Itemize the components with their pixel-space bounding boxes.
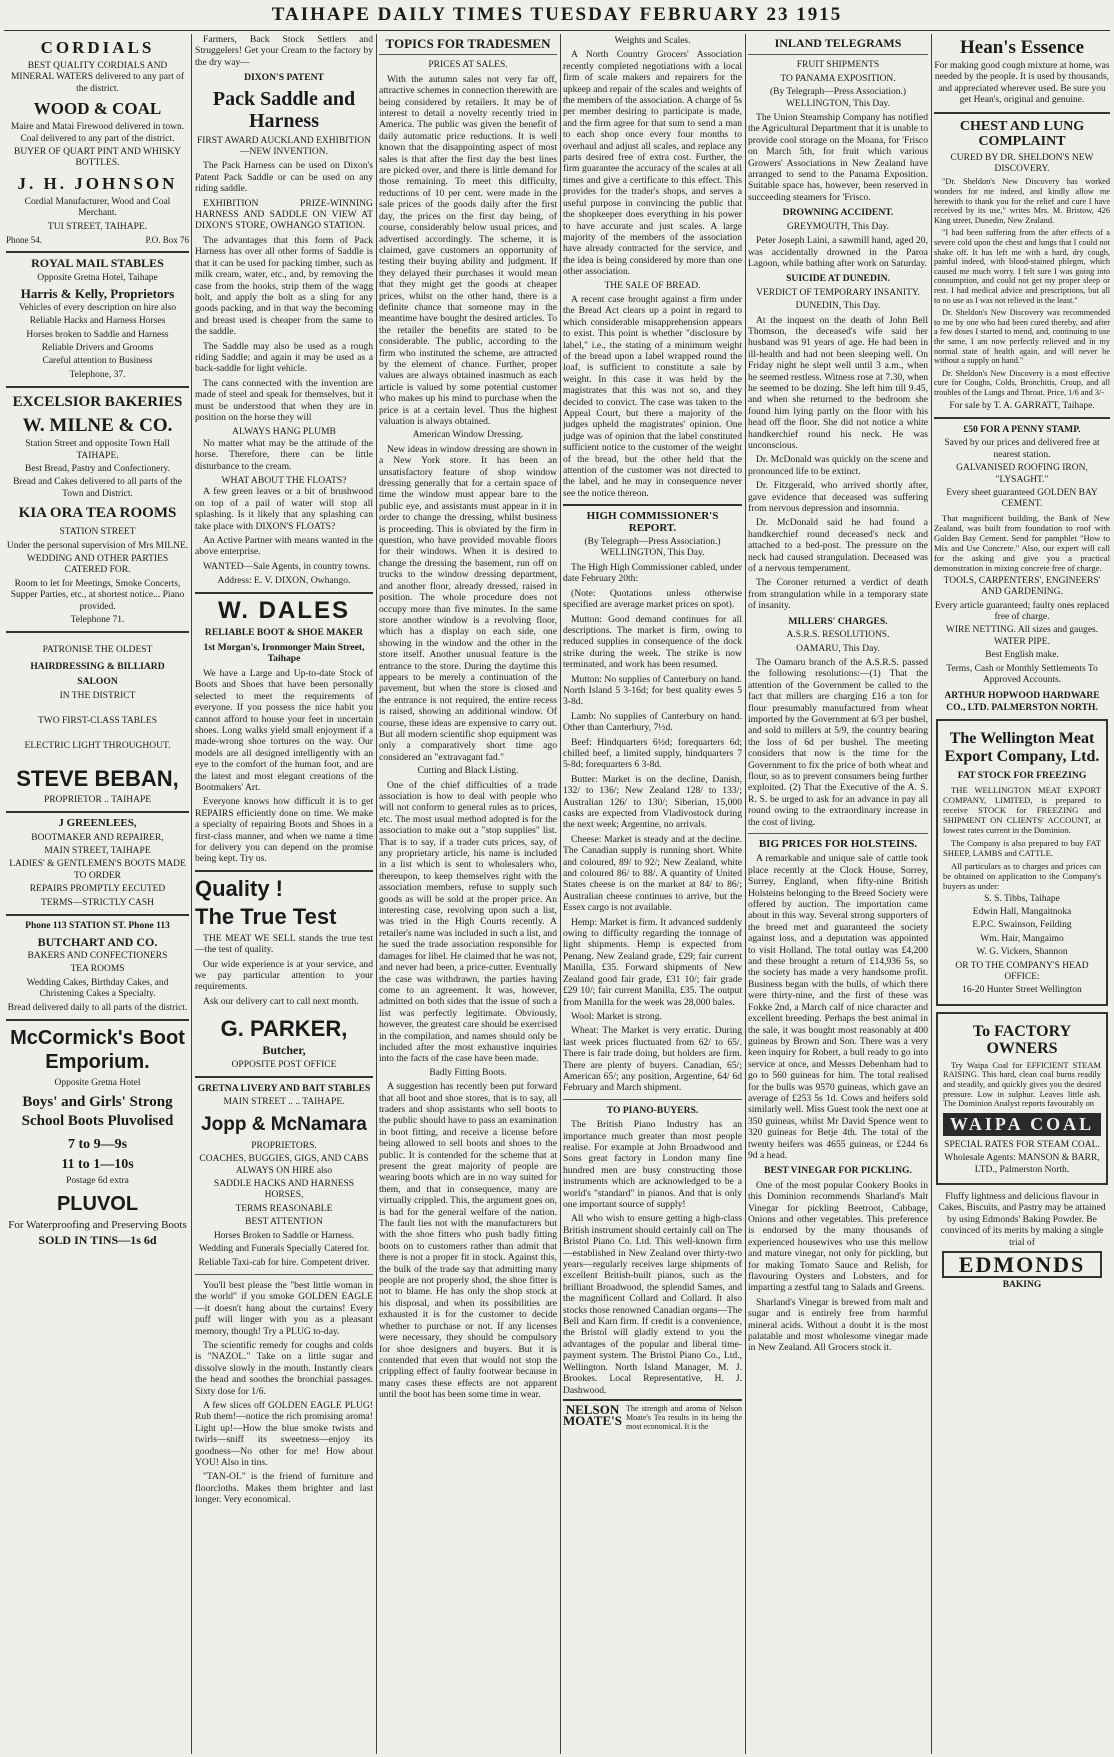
- johnson-name: J. H. JOHNSON: [17, 173, 178, 193]
- stamp-line: WIRE NETTING. All sizes and gauges. WATER PIPE.: [945, 625, 1099, 647]
- divider: [195, 870, 373, 872]
- dales-para: We have a Large and Up-to-date Stock of Boots and Shoes that have been personally selected to meet the requirements of everyone. If you possess the nice habit you cannot afford to house your feet in uncertain shoes. Long walks yield small enjoyment if a made-wrong shoe tortures on the way. Our models are all designed intelligently with an eye to the comfort of the human foot, and are the latest and most elegant creations of the Bootmakers' Art.: [195, 667, 373, 793]
- article-byline: (By Telegraph—Press Association.) WELLINGTON, This Day.: [769, 87, 907, 109]
- meat-buyer: W. G. Vickers, Shannon: [976, 947, 1068, 958]
- hair-line: ELECTRIC LIGHT THROUGHOUT.: [24, 741, 171, 752]
- edmonds-sub: BAKING: [1002, 1280, 1042, 1291]
- stamp-line: Every sheet guaranteed GOLDEN BAY CEMENT.: [946, 487, 1098, 510]
- article-para: Lamb: No supplies of Canterbury on hand. Other than Canterbury, 7½d.: [563, 710, 742, 734]
- meat-para: The Company is also prepared to buy FAT SHEEP, LAMBS and CATTLE.: [943, 837, 1101, 858]
- pack-title: Pack Saddle and Harness: [212, 87, 356, 132]
- jopp-line: Horses Broken to Saddle or Harness.: [213, 1230, 355, 1241]
- greenlees-line: LADIES' & GENTLEMEN'S BOOTS MADE TO ORDER: [9, 859, 186, 881]
- article-byline: DUNEDIN, This Day.: [795, 301, 881, 312]
- article-subhead: American Window Dressing.: [412, 430, 524, 441]
- column-1: [6, 34, 189, 1754]
- factory-line: Wholesale Agents: MANSON & BARR, LTD., Palmerston North.: [944, 1153, 1100, 1175]
- pack-para: ALWAYS HANG PLUMB: [232, 426, 336, 438]
- johnson-text: Cordial Manufacturer, Wood and Coal Merchant.: [24, 196, 171, 219]
- top-rule: [4, 30, 1110, 31]
- cordials-title: CORDIALS: [40, 38, 155, 57]
- mccormick-sub: Opposite Gretna Hotel: [54, 1077, 141, 1088]
- dixon-intro: Farmers, Back Stock Settlers and Struggelers! Get your Cream to the factory by the dry way—: [195, 34, 373, 68]
- meat-buyer: S. S. Tibbs, Taihape: [984, 893, 1060, 904]
- article-para: With the autumn sales not very far off, attractive schemes in connection therewith are being considered by retailers. It may be of interest to detail a novelty recently tried in America. The public was given the benefit of daily automatic price reductions. It is well known that the disappointing aspect of most sales is that after the first day the best lines are picked over, and there is little demand for those remaining. To meet this difficulty, reductions of 10 per cent. were made in the sale prices of the goods daily after the first day, the prices on the first day being, of course, considerably below usual prices, and advertised accordingly. The scheme, it is claimed, gave customers an opportunity of testing their buying ability and judgment. If they delayed their purchases it would mean that they might get the goods at cheaper prices, whilst on the other hand, there is a definite chance that someone may in the meantime have bought the desired articles. To the retailer the benefits are stated to be considerable. The public, according to the firm who instituted the scheme, are attracted by the element of chance. Further, proper values are always obtained inasmuch as each article is valued by some potential customer who makes up his mind to purchase when the price is at a certain level. Thus the highest valuation is always obtained.: [379, 73, 557, 427]
- article-para: Butter: Market is on the decline, Danish, 132/ to 136/; New Zealand 128/ to 133/; Australian 126/ to 130/; Siberian, 15,000 casks are expected from Vladivostock during the next week; Argentine, no arrivals.: [563, 773, 742, 831]
- stamp-line: Best English make.: [985, 650, 1059, 661]
- pluvol-line: For Waterproofing and Preserving Boots: [8, 1218, 187, 1231]
- milne-line: Best Bread, Pastry and Confectionery.: [24, 463, 170, 474]
- column-6: [934, 34, 1110, 1754]
- quality-para: Ask our delivery cart to call next month.: [203, 995, 359, 1007]
- column-2: [195, 34, 373, 1754]
- butchart-sub: BAKERS AND CONFECTIONERS: [27, 950, 168, 961]
- article-para: Beef: Hindquarters 6½d; forequarters 6d; chilled beef, a limited supply, hindquarters 7 5-8d; forequarters 6 3-8d.: [563, 736, 742, 771]
- article-subhead: Cutting and Black Listing.: [417, 766, 519, 777]
- column-rule: [191, 34, 192, 1754]
- parker-name: G. PARKER,: [220, 1016, 348, 1042]
- butchart-title: BUTCHART AND CO.: [37, 934, 158, 949]
- mccormick-line: Boys' and Girls' Strong School Boots Pluvolised: [21, 1094, 174, 1130]
- article-subhead: TO PANAMA EXPOSITION.: [780, 73, 896, 84]
- pack-para: The advantages that this form of Pack Harness has over all other forms of Saddle is that it can be used for packing timber, such as milk cream, water, etc., and, by removing the case from the hooks, strip them of the wagg bolt, and apply the bolt as a sling for any goods packing, and in that way the becoming and breast used is cheaper from the same to the saddle.: [195, 234, 373, 338]
- gretna-title: GRETNA LIVERY AND BAIT STABLES: [197, 1083, 371, 1095]
- chest-para: "I had been suffering from the after effects of a severe cold upon the chest and lungs that I could not shake off. It has left me with a hard, dry cough, painful indeed, with blood-stained phlegm, which caused me much worry. I felt sure I was going into consumption, and could not get my proper sleep or rest. I had medical advice and prescriptions, but all to no use as I was not relieved in the least.": [934, 228, 1110, 305]
- jopp-line: BEST ATTENTION: [245, 1217, 323, 1228]
- article-byline: GREYMOUTH, This Day.: [786, 221, 890, 232]
- greenlees-line: MAIN STREET, TAIHAPE: [44, 846, 151, 857]
- royal-props: Harris & Kelly, Proprietors: [20, 286, 175, 302]
- nelson-ad: [563, 1399, 742, 1431]
- pack-para: The Pack Harness can be used on Dixon's Patent Pack Saddle or can be used on any riding saddle.: [195, 160, 373, 195]
- misc-para: A few slices off GOLDEN EAGLE PLUG! Rub them!—notice the rich promising aroma! Light up!—How the blue smoke twists and twirls—sniff its sweetness—enjoy its goodness—No other for me! How about YOU! Also in tins.: [195, 1399, 373, 1468]
- divider: [6, 914, 189, 916]
- jopp-line: Wedding and Funerals Specially Catered for.: [198, 1244, 370, 1255]
- parker-address: OPPOSITE POST OFFICE: [231, 1059, 337, 1070]
- royal-title: ROYAL MAIL STABLES: [31, 256, 164, 271]
- wood-title: WOOD & COAL: [33, 99, 162, 119]
- divider: [934, 417, 1110, 419]
- meat-sub: FAT STOCK FOR FREEZING: [957, 770, 1087, 782]
- divider: [6, 386, 189, 388]
- kiaora-line: Under the personal supervision of Mrs MILNE.: [6, 540, 189, 551]
- quality-para: Our wide experience is at your service, and we pay particular attention to your requirements.: [195, 958, 373, 993]
- column-rule: [376, 34, 377, 1754]
- article-title: INLAND TELEGRAMS: [774, 36, 902, 50]
- article-para: Wheat: The Market is very erratic. During last week prices fluctuated from 62/ to 65/. There is fair trade doing, but holders are firm. There are plenty of buyers. Canadian, 65/; American 65/; any position, Argentine, 64/ 6d February and March shipment.: [563, 1025, 742, 1094]
- stamp-para: That magnificent building, the Bank of New Zealand, was built from foundation to roof with Golden Bay Cement. Send for pamphlet "How to Mix and Use Concrete." Also, our expert will call for the asking and give you a practical demonstration in mixing concrete free of charge.: [934, 512, 1110, 573]
- chest-para: Dr. Sheldon's New Discovery was recommended to me by one who had been cured thereby, and after a few doses I started to mend, and, continuing to use the same, I am now perfectly relieved and in my normal state of health again, and will never be without a supply on hand.": [934, 308, 1110, 366]
- quality-title-2: The True Test: [195, 903, 337, 929]
- article-para: The British Piano Industry has an importance much greater than most people realise. For example at John Broadwood and Sons great factory in London many fine hundred men are busy constructing those instruments which are acknowledged to be a world's "standard" in pianos. And that is only one important source of supply!: [563, 1119, 742, 1210]
- divider: [6, 1019, 189, 1021]
- meat-buyer: Edwin Hall, Mangaitnoka: [972, 907, 1072, 918]
- article-byline: OAMARU, This Day.: [796, 643, 880, 654]
- edmonds-logo: EDMONDS: [942, 1251, 1102, 1278]
- article-para: (Note: Quotations unless otherwise specified are average market prices on spot).: [563, 587, 742, 611]
- royal-tel: Telephone, 37.: [69, 369, 126, 380]
- butchart-line: Wedding Cakes, Birthday Cakes, and Christening Cakes a Specialty.: [26, 977, 169, 1000]
- greenlees-line: TERMS—STRICTLY CASH: [41, 897, 154, 908]
- pack-para: The cans connected with the invention are made of steel and speak for themselves, but it must be understood that when they are in position on the horse they will: [195, 377, 373, 423]
- pack-para: EXHIBITION PRIZE-WINNING HARNESS AND SADDLE ON VIEW AT DIXON'S STORE, OWHANGO STATION.: [195, 197, 373, 232]
- royal-line: Reliable Drivers and Grooms: [41, 342, 154, 353]
- article-title: TO PIANO-BUYERS.: [606, 1104, 699, 1116]
- mccormick-line: Postage 6d extra: [66, 1176, 129, 1187]
- article-para: A recent case brought against a firm under the Bread Act clears up a point in regard to which considerable misapprehension appears to exist. This point is whether "disclosure by label," i.e., the stating of a minimum weight of the bread upon a label wrapped round the loaf, is sufficient to constitute a sale by weight. In this case it was held by the magistrates that this was not so, and they decided to convict. The case was taken to the Appeal Court, but there a majority of the judges upheld the magistrates' opinion. One judge was of opinion that the label constituted sufficient notice to the customer of the weight of the bread, but the other held that the attention of the customer was not directed to the label, and he may in consequence never see the notice thereon.: [563, 293, 742, 499]
- johnson-phone: Phone 54.: [6, 235, 42, 246]
- meat-para: THE WELLINGTON MEAT EXPORT COMPANY, LIMITED, is prepared to receive STOCK for FREEZING and SHIPMENT ON CLIENTS' ACCOUNT, at lowest rates current in the Dominion.: [943, 784, 1101, 835]
- royal-line: Careful attention to Business: [42, 356, 153, 367]
- nelson-text: The strength and aroma of Nelson Moate's Tea results in its being the most economical. It is the: [625, 1403, 742, 1431]
- quality-para: THE MEAT WE SELL stands the true test—the test of quality.: [195, 932, 373, 956]
- article-para: A North Country Grocers' Association recently completed negotiations with a local firm of scale makers and repairers for the upkeep and repair of the scales and weights of the members of the association. A charge of 5s per member desiring to participate is made, and the firm agree for that sum to send a man to each shop once every four months to overhaul and adjust all scales, and replace any parts desired free of extra cost. Further, the firm guarantee the accuracy of the scales at all times and give a certificate to this effect. This provides for the trader's shops, and serves a useful purpose in convincing the public that the shopkeeper does everything in his power to have accurate and just scales. A large majority of the members of the association have already contracted for the service, and the idea is being considered by more than one other association.: [563, 49, 742, 278]
- stamp-line: Every article guaranteed; faulty ones replaced free of charge.: [934, 600, 1110, 622]
- factory-para: Try Waipa Coal for EFFICIENT STEAM RAISING. This hard, clean coal burns readily and steadily, and quickly gives you the desired pressure. Low in sulphur. Leaves little ash. The Dominion Analyst reports favourably on: [943, 1060, 1101, 1109]
- pack-para: The Saddle may also be used as a rough riding Saddle; and again it may be used as a back-saddle for light vehicle.: [195, 340, 373, 375]
- column-rule: [745, 34, 746, 1754]
- quality-title: Quality !: [195, 875, 284, 901]
- excelsior-title: EXCELSIOR BAKERIES: [12, 394, 183, 411]
- beban-name: STEVE BEBAN,: [16, 765, 179, 791]
- johnson-box: P.O. Box 76: [145, 235, 189, 246]
- pack-para: WHAT ABOUT THE FLOATS?: [221, 475, 347, 486]
- article-para: Cheese: Market is steady and at the decline. The Canadian supply is running short. White and coloured, 89/ to 92/; New Zealand, white and coloured 86/ to 88/. A quantity of United States cheese is on the market at 84/ to 86/; Australian cheese continues to arrive, but the Essex cargo is not available.: [563, 833, 742, 914]
- royal-line: Vehicles of every description on hire also: [18, 302, 177, 313]
- milne-name: W. MILNE & CO.: [22, 415, 173, 437]
- waipa-logo: WAIPA COAL: [943, 1113, 1101, 1136]
- article-para: Sharland's Vinegar is brewed from malt and sugar and is entirely free from harmful mineral acids. Without a doubt it is the most palatable and most wholesome vinegar made in New Zealand. All Grocers stock it.: [748, 1296, 928, 1354]
- pack-para: A few green leaves or a bit of brushwood on top of a pail of water will stop all splashing. Is it likely that any splashing can take place with DIXON'S FLOATS?: [195, 486, 373, 532]
- milne-address: Station Street and opposite Town Hall TAIHAPE.: [25, 439, 170, 461]
- article-title: SUICIDE AT DUNEDIN.: [786, 273, 890, 285]
- chest-para: Dr. Sheldon's New Discovery is a most effective cure for Coughs, Colds, Bronchitis, Croup, and all troubles of the Lungs and Throat. Price, 1/6 and 3/-: [934, 368, 1110, 397]
- article-subhead: FRUIT SHIPMENTS: [796, 60, 880, 71]
- article-para: Dr. Fitzgerald, who arrived shortly after, gave evidence that deceased was suffering from nervous depression and insomnia.: [748, 480, 928, 515]
- hean-title: Hean's Essence: [959, 37, 1085, 58]
- article-para: One of the chief difficulties of a trade association is how to deal with people who will not conform to general rules as to prices, etc. The most usual method adopted is for the association to make out a "stop supplies" list. That is to say, if a trader cuts prices, say, of any proprietary article, his name is included in a list which is sent to wholesalers who, thereupon, to keep themselves right with the association members, refuse to supply such goods as will be sold at the proper price. An interesting case, revolving upon such a list, was tried in the High Courts recently. A retailer's name was included in such a list, and he sued the trade association responsible for damages for libel. He claimed that he was not, and never had been, a price-cutter. Eventually the case was withdrawn, the parties having come to an agreement. It was, however, admitted on both sides that the issue of such a list was perfectly legitimate. Obviously, however, the greatest care should be exercised in the compilation, and names should only be included after the most exhaustive inquiries into the facts of the case have been made.: [379, 779, 557, 1065]
- royal-line: Horses broken to Saddle and Harness: [26, 329, 169, 340]
- jopp-line: SADDLE HACKS AND HARNESS HORSES,: [213, 1179, 355, 1201]
- article-para: The Coroner returned a verdict of death from strangulation while in a temporary state of insanity.: [748, 577, 928, 612]
- butchart-line: TEA ROOMS: [70, 964, 125, 975]
- mccormick-line: 7 to 9—9s: [67, 1137, 128, 1153]
- article-byline: (By Telegraph—Press Association.) WELLINGTON, This Day.: [584, 537, 721, 559]
- arthur-hopwood: ARTHUR HOPWOOD HARDWARE CO., LTD. PALMERSTON NORTH.: [944, 690, 1100, 713]
- article-title: BEST VINEGAR FOR PICKLING.: [764, 1165, 912, 1177]
- chest-sub: CURED BY DR. SHELDON'S NEW DISCOVERY.: [950, 152, 1094, 175]
- article-subhead: VERDICT OF TEMPORARY INSANITY.: [756, 287, 920, 298]
- article-title: BIG PRICES FOR HOLSTEINS.: [758, 838, 918, 850]
- column-3: [379, 34, 557, 1754]
- hean-text: For making good cough mixture at home, was needed by the people. It is used by thousands, and appreciated wherever used. Be sure you get Hean's, original and genuine.: [934, 61, 1110, 106]
- pack-address: Address: E. V. DIXON, Owhango.: [217, 575, 351, 587]
- meat-title: The Wellington Meat Export Company, Ltd.: [944, 730, 1100, 766]
- stamp-line: TOOLS, CARPENTERS', ENGINEERS' AND GARDENING.: [943, 575, 1101, 598]
- divider: [934, 112, 1110, 114]
- divider: [563, 1099, 742, 1100]
- masthead: TAIHAPE DAILY TIMES TUESDAY FEBRUARY 23 1915: [271, 4, 843, 25]
- divider: [748, 833, 928, 834]
- jopp-sub: PROPRIETORS.: [251, 1140, 317, 1151]
- article-para: Hemp: Market is firm. It advanced suddenly owing to difficulty regarding the tonnage of light shipments. Hemp is expected from Penang. New Zealand grade, £29; fair current Manilla, £35. Forward shipments of New Zealand good fair grade, £31 10/; fair grade £29 10/; fair current Manilla, £35. The output from Manilla for the week was 28,000 bales.: [563, 916, 742, 1008]
- article-para: One of the most popular Cookery Books in this Dominion recommends Sharland's Malt Vinegar for pickling Beetroot, Cabbage, Onions and other vegetables. This preference is endorsed by the many thousands of experienced housewives who use this mellow and mature vinegar, not only for pickling, but for making Tomato Sauce and Relish, for flavouring Oysters and Lobsters, and for imparting a zestful tang to Salads and Greens.: [748, 1179, 928, 1294]
- kiaora-line: WEDDING AND OTHER PARTIES CATERED FOR.: [26, 553, 169, 576]
- meat-para: All particulars as to charges and prices can be obtained on application to the Company's buyers as under:: [943, 860, 1101, 891]
- dales-title: W. DALES: [217, 596, 350, 624]
- article-title: MILLERS' CHARGES.: [788, 615, 888, 627]
- kiaora-tel: Telephone 71.: [70, 615, 125, 625]
- parker-sub: Butcher,: [262, 1043, 306, 1058]
- article-title: TOPICS FOR TRADESMEN: [385, 36, 551, 51]
- misc-para: "TAN-OL" is the friend of furniture and floorcloths. Makes them brighter and last longer. Very economical.: [195, 1471, 373, 1506]
- kiaora-title: KIA ORA TEA ROOMS: [18, 505, 177, 522]
- meat-buyer: E.P.C. Swainson, Feilding: [972, 920, 1072, 931]
- article-subhead: Weights and Scales.: [614, 36, 691, 46]
- meat-office: OR TO THE COMPANY'S HEAD OFFICE:: [955, 960, 1089, 983]
- misc-para: The scientific remedy for coughs and colds is "NAZOL." Take on a little sugar and dissolve slowly in the mouth. Instantly clears the head and soothes the bronchial passages. Sixty dose for 1/6.: [195, 1339, 373, 1397]
- article-para: A suggestion has recently been put forward that all boot and shoe stores, that is to say, all traders and shop assistants who sell boots to the public should have to pass an examination in boot fitting, and receive a license before being allowed to sell boots and shoes to the public. It is contended for the scheme that at present the great majority of people are wearing boots which are in no way suited for them, and that in consequence, many are virtually crippled. This, the argument goes on, is bad for the general welfare of the nation. The fault lies not with the manufacturers but with the shoe fitters who push badly fitting boots on to customers rather than admit that there is not a proper fit in stock. Against this, the bulk of the trade say that admitting many people are not properly shod, the shoe fitter is not to blame. He has only the shop stock at his disposal, and when its possibilities are exhausted it is for the customer to decide whether to purchase or not. If any licenses were necessary, they should be compulsory for shoe designers and buyers. But it is contended that even that would not stop the crippling effect of faulty footwear because in many cases these effects are not apparent until the boot has been some time in wear.: [379, 1081, 557, 1401]
- column-rule: [560, 34, 561, 1754]
- column-rule: [931, 34, 932, 1754]
- pack-award: FIRST AWARD AUCKLAND EXHIBITION—NEW INVENTION.: [196, 135, 372, 158]
- misc-para: You'll best please the "best little woman in the world" if you smoke GOLDEN EAGLE—it doesn't hang about the curtains! Every puff will linger with you as a pleasant memory, though! Try a PLUG to-day.: [195, 1279, 373, 1337]
- divider: [6, 251, 189, 253]
- waipa-coal-ad: [936, 1012, 1108, 1185]
- royal-line: Reliable Hacks and Harness Horses: [29, 316, 166, 327]
- royal-sub: Opposite Gretna Hotel, Taihape: [37, 272, 158, 283]
- article-subhead: A.S.R.S. RESOLUTIONS.: [786, 630, 890, 641]
- chest-title: CHEST AND LUNG COMPLAINT: [959, 118, 1085, 149]
- stamp-line: Saved by our prices and delivered free at nearest station.: [944, 438, 1100, 460]
- beban-sub: PROPRIETOR .. TAIHAPE: [43, 794, 152, 805]
- cordials-text: BEST QUALITY CORDIALS AND MINERAL WATERS delivered to any part of the district.: [10, 61, 185, 94]
- pack-para: No matter what may be the attitude of the horse. Therefore, there can be little disturbance to the cream.: [195, 437, 373, 472]
- johnson-contact: [6, 235, 189, 246]
- wood-text: Maire and Matai Firewood delivered in town. Coal delivered to any part of the district.: [10, 122, 185, 144]
- butchart-line: Bread delivered daily to all parts of the district.: [7, 1002, 188, 1013]
- article-para: The Union Steamship Company has notified the Agricultural Department that it is unable to provide cool storage on the Moana, for 'Frisco on March 5th, for fruit which various Growers' Associations in New Zealand have arranged to send to the Panama Exposition. Suitable space has, however, been reserved in succeeding steamers for 'Frisco.: [748, 112, 928, 203]
- divider: [6, 811, 189, 813]
- article-title: HIGH COMMISSIONER'S REPORT.: [586, 510, 719, 534]
- dales-address: 1st Morgan's, Ironmonger Main Street, Taihape: [203, 642, 365, 665]
- johnson-address: TUI STREET, TAIHAPE.: [47, 221, 148, 232]
- jopp-line: TERMS REASONABLE: [235, 1203, 333, 1214]
- chest-sale: For sale by T. A. GARRATT, Taihape.: [949, 400, 1095, 411]
- article-subhead: Badly Fitting Boots.: [429, 1067, 507, 1078]
- pack-para: WANTED—Sale Agents, in country towns.: [203, 560, 371, 572]
- hair-line: PATRONISE THE OLDEST: [42, 645, 153, 656]
- pluvol-title: PLUVOL: [56, 1192, 139, 1215]
- article-para: Mutton: Good demand continues for all descriptions. The market is firm, owing to reduced supplies in consequence of the dock strike during the week. The strike is now terminated, and work has been resumed.: [563, 613, 742, 671]
- greenlees-line: BOOTMAKER AND REPAIRER,: [31, 832, 164, 843]
- factory-line: SPECIAL RATES FOR STEAM COAL.: [944, 1139, 1100, 1150]
- article-para: Mutton: No supplies of Canterbury on hand. North Island 5 3-16d; for best quality ewes 5 3-8d.: [563, 673, 742, 708]
- factory-title: To FACTORY OWNERS: [972, 1022, 1072, 1057]
- hair-line: SALOON: [77, 676, 118, 688]
- greenlees-name: J GREENLEES,: [58, 817, 137, 830]
- kiaora-sub: STATION STREET: [59, 527, 136, 538]
- stamp-line: Terms, Cash or Monthly Settlements To Approved Accounts.: [946, 663, 1098, 685]
- stamp-title: £50 FOR A PENNY STAMP.: [963, 423, 1081, 435]
- article-subhead: THE SALE OF BREAD.: [604, 280, 701, 291]
- divider: [195, 1076, 373, 1078]
- gretna-address: MAIN STREET .. .. TAIHAPE.: [223, 1097, 345, 1108]
- divider: [6, 631, 189, 633]
- article-para: Dr. McDonald said he had found a handkerchief round deceased's neck and attached to a bed-post. The pressure on the neck had caused strangulation. Deceased was of a nervous temperament.: [748, 517, 928, 575]
- edmonds-para: Fluffy lightness and delicious flavour in Cakes, Biscuits, and Pastry may be attained by using Edmonds' Baking Powder. Be convinced of its merits by making a single trial of: [938, 1191, 1106, 1248]
- kiaora-line: Room to let for Meetings, Smoke Concerts, Supper Parties, etc., at shortest notice... Piano provided.: [10, 578, 185, 612]
- article-title: DROWNING ACCIDENT.: [782, 207, 894, 219]
- hair-line: HAIRDRESSING & BILLIARD: [30, 660, 165, 672]
- greenlees-line: REPAIRS PROMPTLY EECUTED: [29, 884, 166, 895]
- divider: [563, 504, 742, 506]
- stamp-line: GALVANISED ROOFING IRON, "LYSAGHT.": [956, 463, 1088, 485]
- buyer-text: BUYER OF QUART PINT AND WHISKY BOTTLES.: [13, 147, 181, 169]
- article-para: The High High Commissioner cabled, under date February 20th:: [563, 561, 742, 585]
- hair-line: IN THE DISTRICT: [59, 690, 136, 701]
- article-para: Dr. McDonald was quickly on the scene and pronounced life to be extinct.: [748, 454, 928, 477]
- divider: [748, 54, 928, 55]
- column-4: [563, 34, 742, 1754]
- meat-buyer: Wm. Hair, Mangaimo: [980, 933, 1064, 944]
- article-para: A remarkable and unique sale of cattle took place recently at the Clock House, Sorrey, Surrey, England, when fifty-nine British Holsteins belonging to the Breed Society were offered by auction. The importation came about in this way. Several strong supporters of the breed met and guaranteed the society against loss, and a deputation was appointed to visit Holland. The total outlay was £4,200 and these brought a return of £14,936 5s, so the society has made a very handsome profit. Business began with the bulls, of which there were thirty-nine, and the first of these was Fokke 2nd, a March calf of nice character and excellent breeding. Perhaps the best animal in the sale, it was bought most reasonably at 400 guineas by Brown and Son. There was a very keen inquiry for Robert, a bull ready to go into service at once, and Messrs Debenham had to go to 560 guineas for him. The total realised for the bulls was 9570 guineas, which gave an average of £253 5s 1d. Cows and heifers sold similarly well. Miss Guest took the next one at 350 guineas, whilst Mr David Spence went to 320 guineas for Betje 4th. The total of the twenty heifers was 4655 guineas, or £244 6s 9d a head.: [748, 853, 928, 1161]
- divider: [379, 54, 557, 55]
- divider: [195, 592, 373, 594]
- mccormick-title: McCormick's Boot Emporium.: [10, 1026, 185, 1073]
- column-5: [748, 34, 928, 1754]
- butchart-phone: Phone 113 STATION ST. Phone 113: [25, 921, 170, 932]
- jopp-line: COACHES, BUGGIES, GIGS, AND CABS ALWAYS ON HIRE also: [199, 1154, 369, 1176]
- pluvol-line: SOLD IN TINS—1s 6d: [38, 1233, 157, 1248]
- article-para: New ideas in window dressing are shown in a New York store. It has been an unsatisfactory feature of shop window dressing generally that for a certain space of time the window must appear bare to the public eye, and assistants must appear in it in order to change the dressing, whilst business is proceeding. This is obviated by the firm in question, who have provided movable floors for their windows. When it is desired to change the dressing the basement, run off on trucks to the window dressing department, and another floor, already dressed, raised in position. The whole procedure does not occupy more than five minutes. In the same store another window is a revolving floor, which has a display on each side, one showing in the window and the other in the store itself. Another unusual feature is the entrance to the store. During the daytime this appears to be merely a continuation of the pavement, but when the store is closed and the entrance is not required, the entire recess is raised, showing an additional window. Of course, these ideas are expensive to carry out. But all modern scientific shop equipment was only a comparatively short time ago considered an "extravagant fad.": [379, 443, 557, 763]
- pack-para: An Active Partner with means wanted in the above enterprise.: [195, 535, 373, 558]
- mccormick-line: 11 to 1—10s: [61, 1157, 134, 1173]
- article-para: Peter Joseph Laini, a sawmill hand, aged 20, was accidentally drowned in the Paroa Lagoon, while bathing after work on Saturday.: [748, 235, 928, 269]
- divider: [195, 1274, 373, 1275]
- chest-para: "Dr. Sheldon's New Discovery has worked wonders for me indeed, and kindly allow me herewith to thank you for the relief and cure I have received by its use," writes Mrs. M. Bristow, 426 King street, Dunedin, New Zealand.: [934, 177, 1110, 225]
- meat-office-addr: 16-20 Hunter Street Wellington: [962, 985, 1082, 996]
- article-subhead: PRICES AT SALES.: [428, 60, 508, 71]
- milne-line: Bread and Cakes delivered to all parts of the Town and District.: [13, 477, 182, 499]
- meat-export-ad: [936, 719, 1108, 1006]
- article-para: The Oamaru branch of the A.S.R.S. passed the following resolutions:—(1) That the attention of the Government be called to the fact that millers are charging £16 a ton for flour presumably manufactured from wheat imported by the Government at 6/3 per bushel, and sold to millers at 5/9, the country bearing the loss of 6d per bushel. The meeting considers that now is the time for the Government to fix the price of both wheat and flour, so as to prevent consumers being further exploited. (2) That the Executive of the A. S. R. S. be urged to ask for an advance in pay all round owing to the extraordinary increase in the cost of living.: [748, 656, 928, 828]
- article-para: Wool: Market is strong.: [571, 1010, 662, 1022]
- article-para: At the inquest on the death of John Bell Thomson, the deceased's wife said her husband was 91 years of age. He had been in ill-health and had not been sleeping well. On Friday night he slept well until 3 a.m., when he seemed restless. Witness rose at 7.30, when he seemed to be dozing. She left him till 9.45, and when she returned to the bedroom she found him lying partly on the floor with his head off the floor. She did not notice a white handkerchief round his neck. He was unconscious.: [748, 314, 928, 451]
- jopp-name: Jopp & McNamara: [201, 1113, 367, 1135]
- dales-para: Everyone knows how difficult it is to get REPAIRS efficiently done on time. We make a specialty of repairing Boots and Shoes in a first-class manner, and when we name a time for delivery you can depend on the promise being kept. Try us.: [195, 796, 373, 865]
- dales-sub: RELIABLE BOOT & SHOE MAKER: [204, 626, 364, 638]
- article-para: All who wish to ensure getting a high-class British instrument should certainly call on The Bristol Piano Co. Ltd. This well-known firm—established in New Zealand over thirty-two years—regularly receives large shipments of excellent British-built pianos, such as the brilliant Broadwood, the splendid Sames, and the magnificent Collard and Collard. It also stocks those renowned Canadian organs—The Bell and Karn firm. If credit is a convenience, the Bristol will gladly extend to you the advantages of the popular and liberal time-payment system. The Bristol Piano Co., Ltd., Wellington. North Island Manager, M. J. Brookes. Local Representative, H. J. Dashwood.: [563, 1213, 742, 1396]
- hair-line: TWO FIRST-CLASS TABLES: [37, 716, 158, 727]
- dixon-patent: DIXON'S PATENT: [244, 72, 324, 84]
- jopp-line: Reliable Taxi-cab for hire. Competent driver.: [198, 1257, 370, 1268]
- nelson-title: NELSON MOATE'S: [563, 1401, 622, 1429]
